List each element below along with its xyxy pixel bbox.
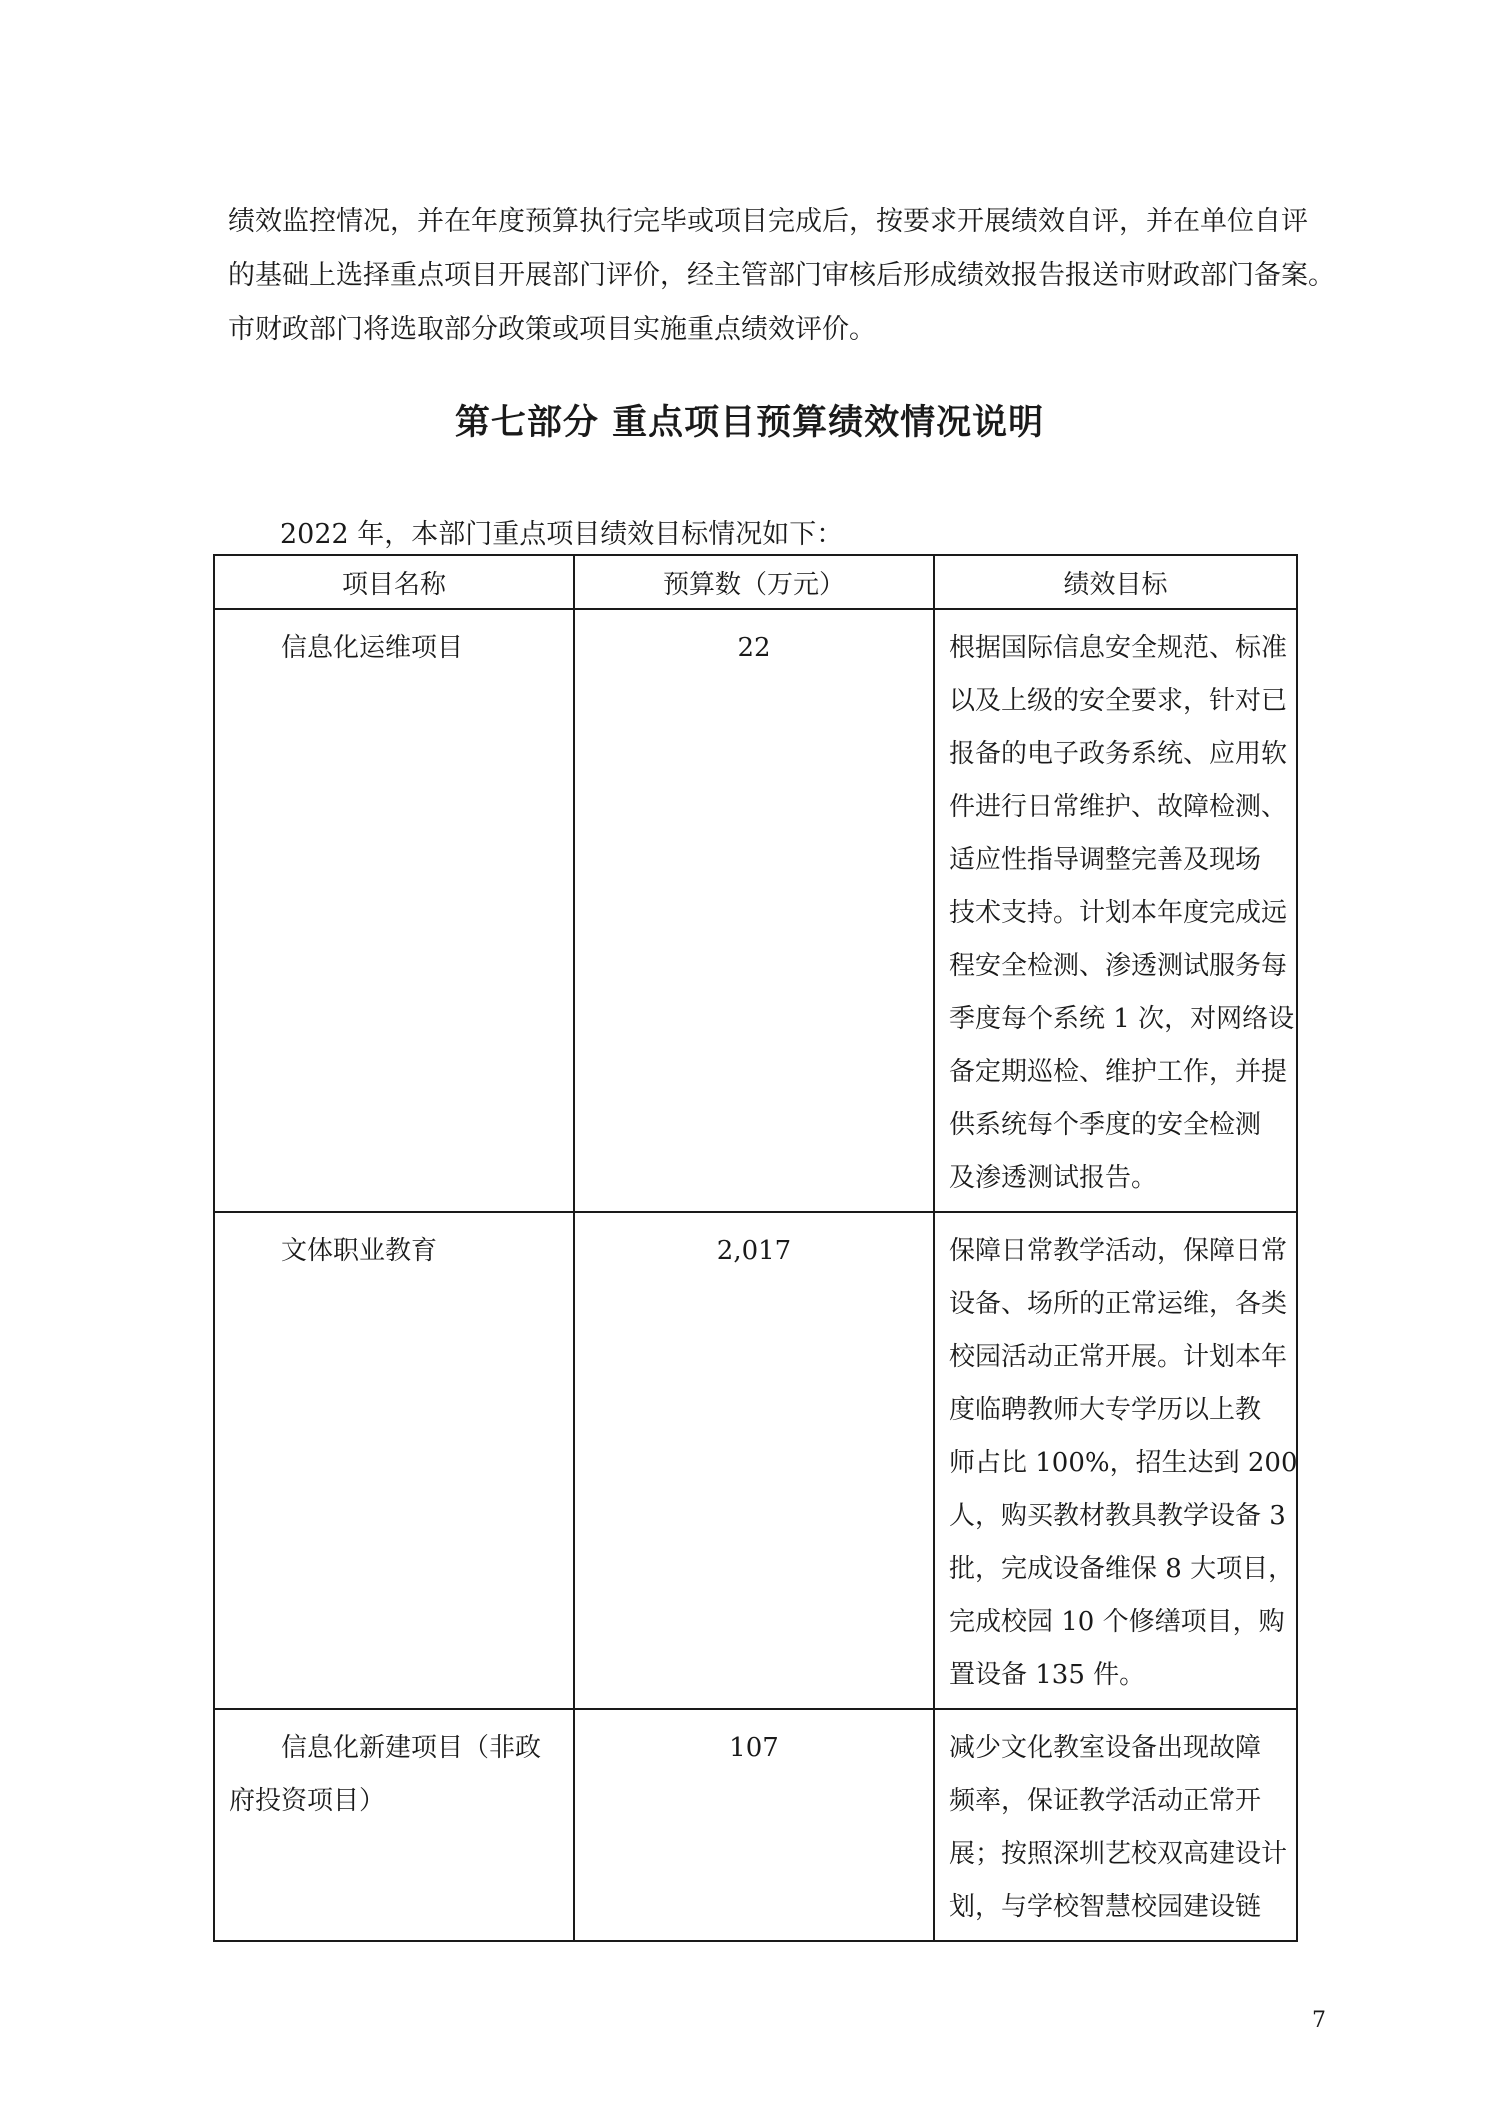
project-budget: 107: [574, 1709, 934, 1941]
goal-line: 批，完成设备维保 8 大项目，: [949, 1554, 1295, 1584]
project-budget: 2,017: [574, 1212, 934, 1709]
table-row: [214, 609, 1297, 1212]
goal-line: 度临聘教师大专学历以上教: [949, 1395, 1262, 1425]
project-name: 信息化运维项目: [214, 609, 574, 1212]
table-intro: 2022 年，本部门重点项目绩效目标情况如下：: [280, 519, 844, 550]
paragraph-line: 绩效监控情况，并在年度预算执行完毕或项目完成后，按要求开展绩效自评，并在单位自评: [228, 206, 1308, 237]
paragraph-line: 市财政部门将选取部分政策或项目实施重点绩效评价。: [228, 314, 876, 345]
paragraph-line: 的基础上选择重点项目开展部门评价，经主管部门审核后形成绩效报告报送市财政部门备案。: [228, 260, 1335, 291]
project-goal: [934, 1709, 1297, 1941]
header-budget: 预算数（万元）: [574, 555, 934, 609]
project-budget: 22: [574, 609, 934, 1212]
goal-line: 技术支持。计划本年度完成远: [949, 898, 1288, 928]
goal-line: 频率，保证教学活动正常开: [949, 1786, 1262, 1816]
goal-line: 师占比 100%，招生达到 200: [949, 1448, 1298, 1478]
page-number: 7: [1312, 2008, 1326, 2033]
goal-line: 完成校园 10 个修缮项目，购: [949, 1607, 1285, 1637]
goal-line: 供系统每个季度的安全检测: [949, 1110, 1262, 1140]
header-performance-goal: 绩效目标: [934, 555, 1297, 609]
performance-goals-table: [213, 554, 1298, 1942]
goal-line: 程安全检测、渗透测试服务每: [949, 951, 1288, 981]
opening-paragraph: [228, 195, 1335, 357]
table-row: [214, 1709, 1297, 1941]
goal-line: 校园活动正常开展。计划本年: [949, 1342, 1288, 1372]
project-goal: [934, 1212, 1297, 1709]
goal-line: 置设备 135 件。: [949, 1660, 1146, 1690]
goal-line: 以及上级的安全要求，针对已: [949, 686, 1288, 716]
project-name: 信息化新建项目（非政府投资项目）: [214, 1709, 574, 1941]
goal-line: 适应性指导调整完善及现场: [949, 845, 1262, 875]
goal-line: 季度每个系统 1 次，对网络设: [949, 1004, 1295, 1034]
section-title: 第七部分 重点项目预算绩效情况说明: [454, 403, 1045, 443]
header-project-name: 项目名称: [214, 555, 574, 609]
goal-line: 根据国际信息安全规范、标准: [949, 633, 1288, 663]
project-name: 文体职业教育: [214, 1212, 574, 1709]
table-header-row: [214, 555, 1297, 609]
goal-line: 划，与学校智慧校园建设链: [949, 1892, 1262, 1922]
goal-line: 及渗透测试报告。: [949, 1163, 1158, 1193]
project-goal: [934, 609, 1297, 1212]
goal-line: 设备、场所的正常运维，各类: [949, 1289, 1288, 1319]
goal-line: 报备的电子政务系统、应用软: [949, 739, 1288, 769]
goal-line: 展；按照深圳艺校双高建设计: [949, 1839, 1288, 1869]
goal-line: 人，购买教材教具教学设备 3: [949, 1501, 1286, 1531]
goal-line: 备定期巡检、维护工作，并提: [949, 1057, 1288, 1087]
goal-line: 减少文化教室设备出现故障: [949, 1733, 1262, 1763]
table-row: [214, 1212, 1297, 1709]
goal-line: 保障日常教学活动，保障日常: [949, 1236, 1288, 1266]
goal-line: 件进行日常维护、故障检测、: [949, 792, 1288, 822]
